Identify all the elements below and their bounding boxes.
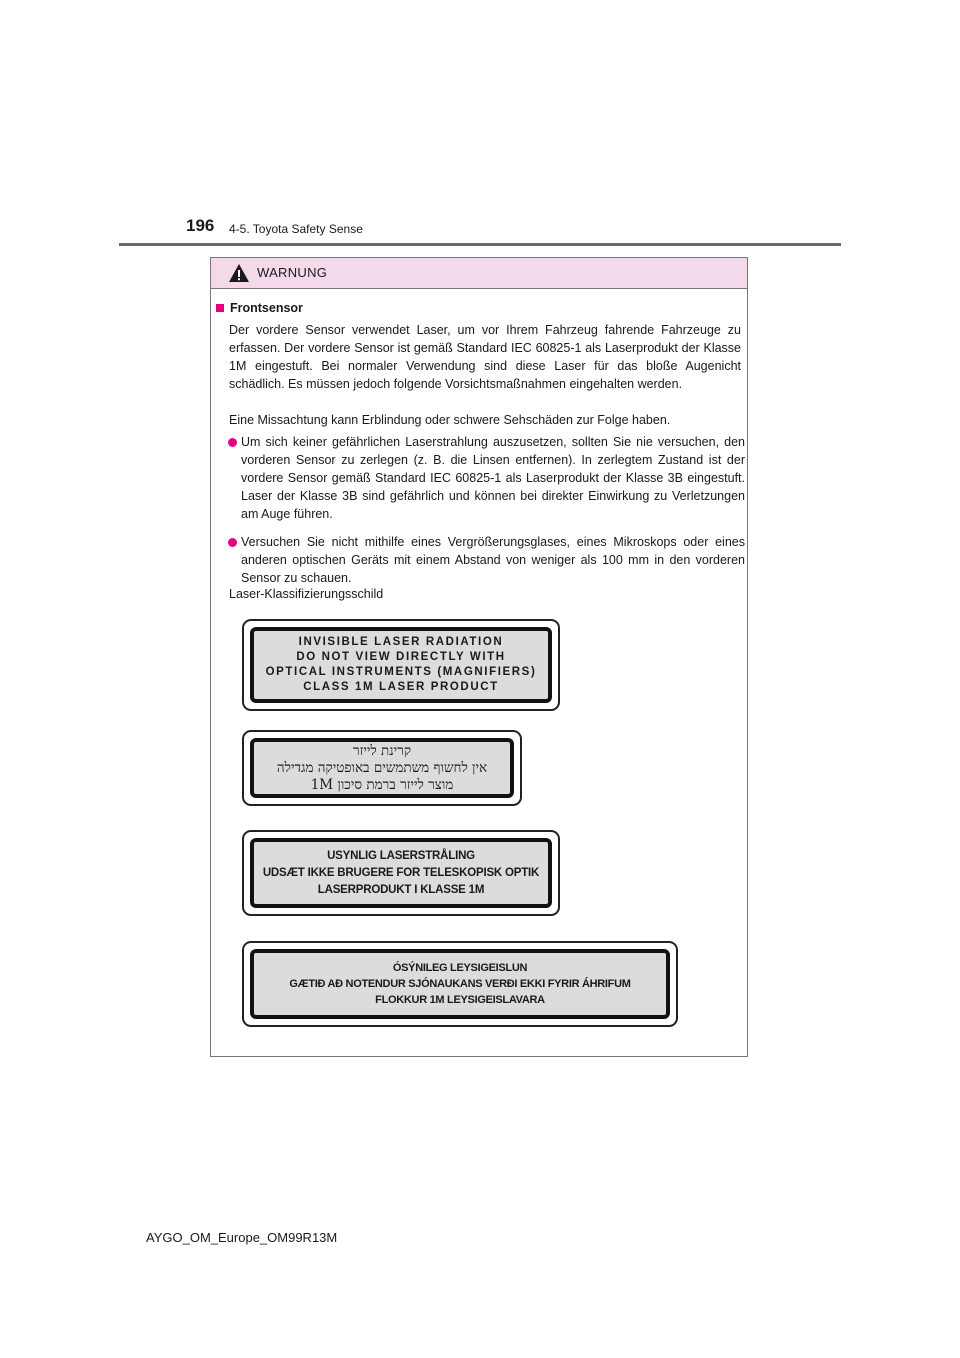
consequence-paragraph: Eine Missachtung kann Erblindung oder schwere Sehschäden zur Folge haben. — [229, 413, 671, 427]
list-item — [225, 433, 745, 523]
section-title: 4-5. Toyota Safety Sense — [229, 222, 363, 236]
label-line: LASERPRODUKT I KLASSE 1M — [317, 883, 485, 896]
round-bullet-icon — [228, 438, 237, 447]
heading-text: Frontsensor — [230, 301, 303, 315]
label-line: אין לחשוף משתמשים באופטיקה מגדילה — [276, 759, 488, 776]
page-number: 196 — [186, 216, 215, 235]
list-item — [225, 533, 745, 587]
document-id: AYGO_OM_Europe_OM99R13M — [146, 1230, 338, 1245]
laser-label-hebrew — [242, 730, 522, 806]
warning-triangle-icon — [228, 263, 250, 283]
laser-label-danish — [242, 830, 560, 916]
label-line: DO NOT VIEW DIRECTLY WITH — [296, 651, 506, 663]
label-line: FLOKKUR 1M LEYSIGEISLAVARA — [375, 994, 545, 1006]
laser-label-hebrew-inner — [250, 738, 514, 798]
laser-label-danish-inner — [250, 838, 552, 908]
laser-label-icelandic-inner — [250, 949, 670, 1019]
laser-label-english — [242, 619, 560, 711]
list-item-text: Versuchen Sie nicht mithilfe eines Vergrößerungsglases, eines Mikroskops oder eines anderen optischen Geräts mit einem Abstand von weniger als 100 mm in den vorderen Sensor zu schauen. — [241, 535, 745, 585]
label-line: OPTICAL INSTRUMENTS (MAGNIFIERS) — [265, 666, 537, 678]
square-bullet-icon — [216, 304, 224, 312]
label-line: INVISIBLE LASER RADIATION — [298, 636, 504, 648]
list-item-text: Um sich keiner gefährlichen Laserstrahlung auszusetzen, sollten Sie nie versuchen, den vorderen Sensor zu zerlegen (z. B. die Linsen entfernen). In zerlegtem Zustand ist der vordere Sensor gemäß Standard IEC 60825-1 als Laserprodukt der Klasse 3B eingestuft. Laser der Klasse 3B sind gefährlich und können bei direkter Einwirkung zu Verletzungen am Auge führen. — [241, 435, 745, 521]
intro-paragraph: Der vordere Sensor verwendet Laser, um vor Ihrem Fahrzeug fahrende Fahrzeuge zu erfassen. Der vordere Sensor ist gemäß Standard IEC 60825-1 als Laserprodukt der Klasse 1M eingestuft. Bei normaler Verwendung sind diese Laser für das bloße Augenicht schädlich. Es müssen jedoch folgende Vorsichtsmaßnahmen eingehalten werden. — [229, 323, 741, 391]
warning-header — [211, 258, 747, 289]
label-line: USYNLIG LASERSTRÅLING — [327, 849, 475, 862]
warning-label: WARNUNG — [257, 265, 328, 280]
section-heading — [216, 301, 303, 315]
label-line: קרינת לייזר — [352, 742, 412, 759]
laser-label-english-inner — [250, 627, 552, 703]
label-line: מוצר לייזר ברמת סיכון 1M — [310, 776, 454, 793]
label-line: CLASS 1M LASER PRODUCT — [303, 681, 499, 693]
header-rule — [119, 243, 841, 246]
laser-label-icelandic — [242, 941, 678, 1027]
label-caption: Laser-Klassifizierungsschild — [229, 587, 384, 601]
label-line: UDSÆT IKKE BRUGERE FOR TELESKOPISK OPTIK — [262, 866, 540, 879]
round-bullet-icon — [228, 538, 237, 547]
label-line: ÓSÝNILEG LEYSIGEISLUN — [392, 962, 528, 974]
label-line: GÆTIÐ AÐ NOTENDUR SJÓNAUKANS VERÐI EKKI FYRIR ÁHRIFUM — [289, 978, 631, 990]
